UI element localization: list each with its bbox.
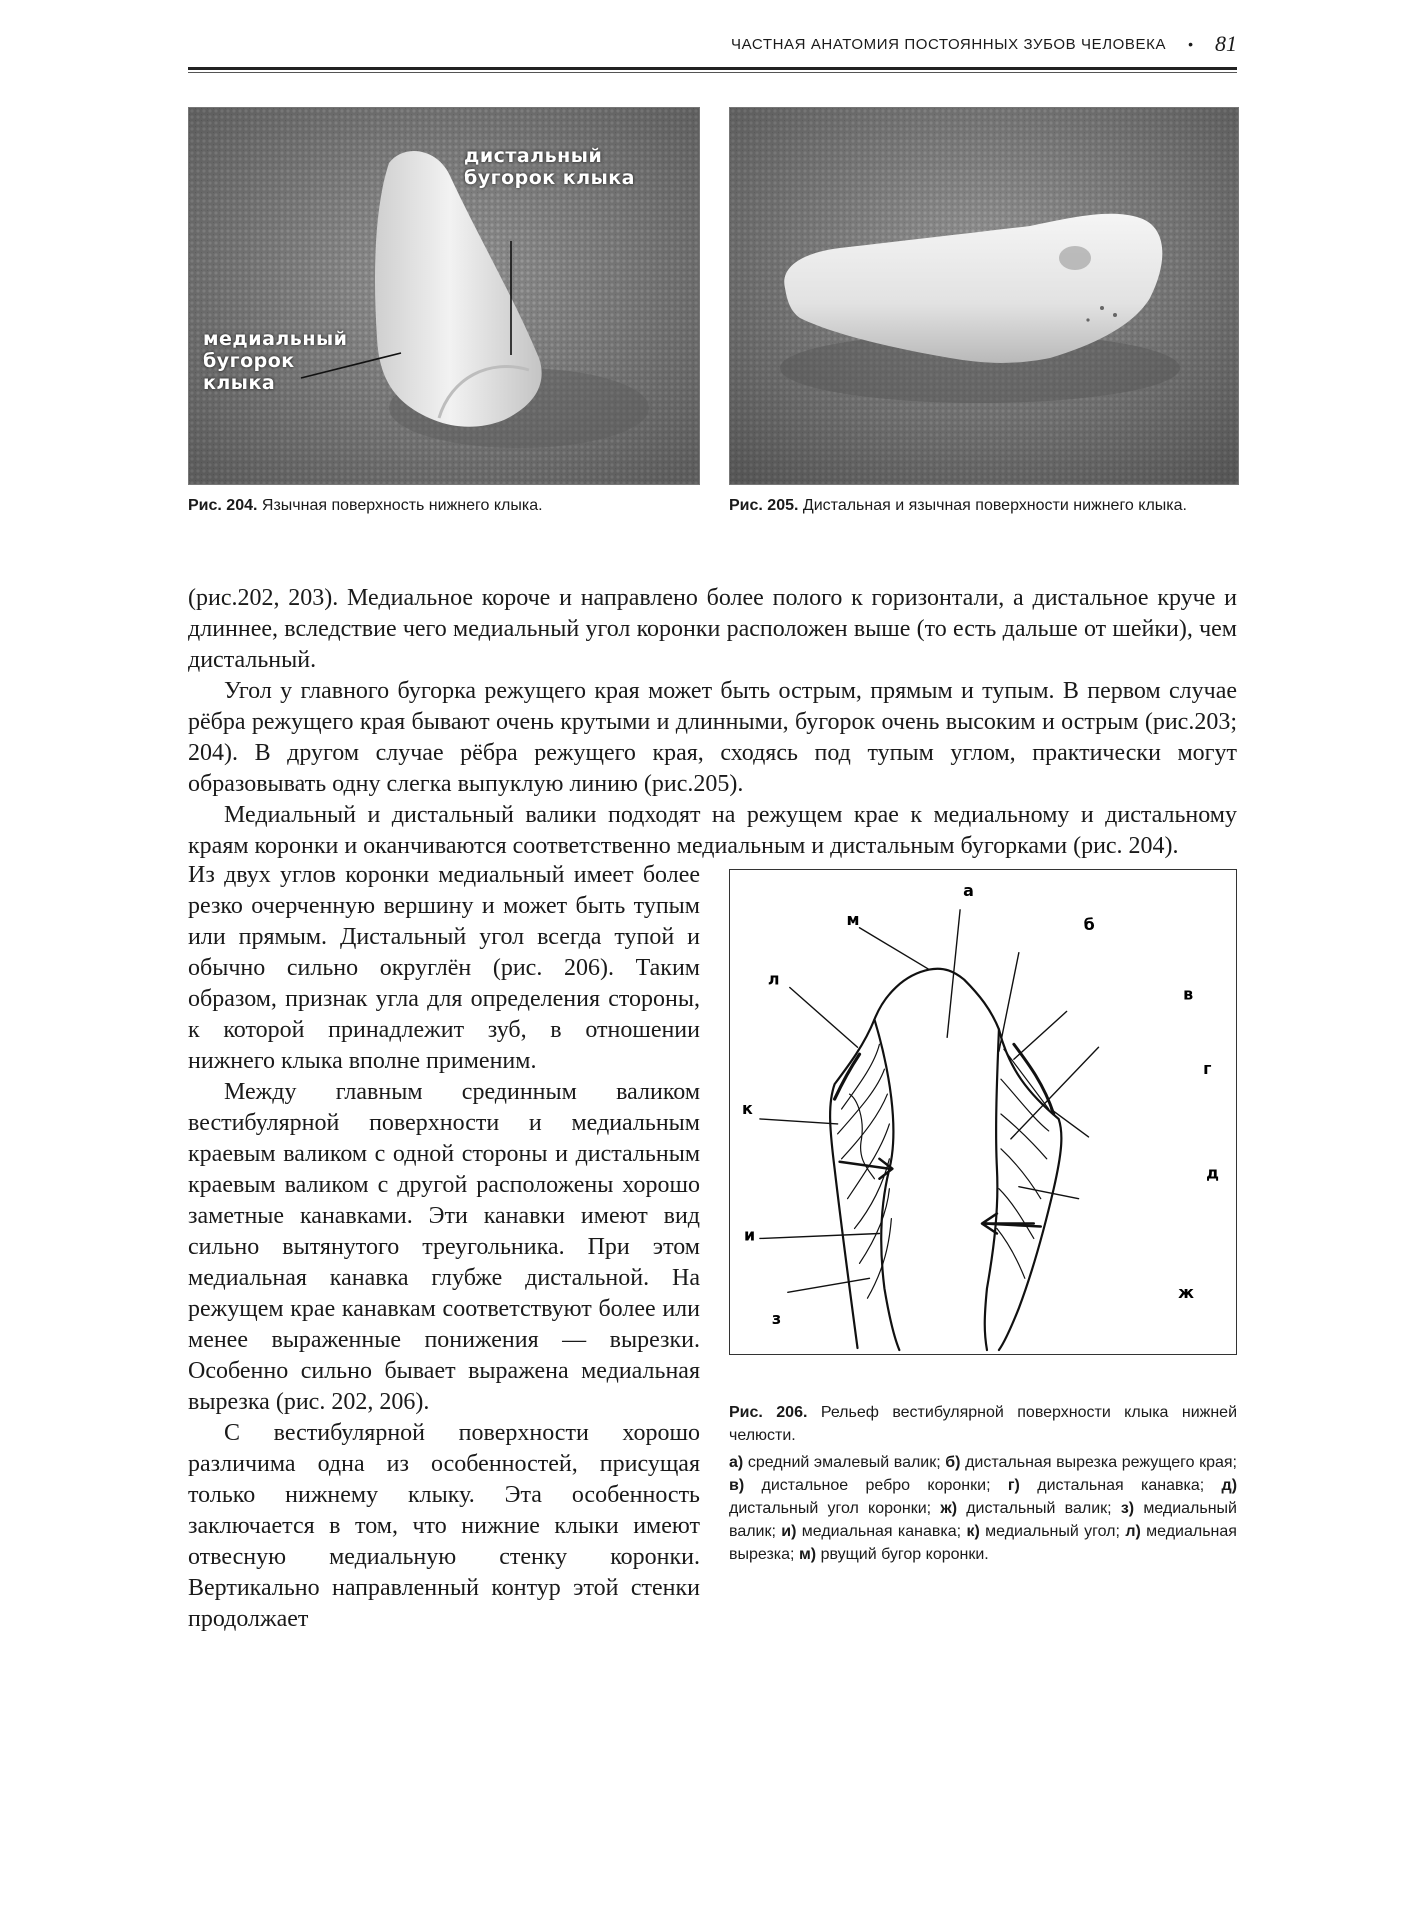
legend-key-k: к) [966,1523,980,1540]
legend-key-l: л) [1125,1523,1141,1540]
label-medial-cusp: медиальный бугорок клыка [203,328,348,394]
caption-206-title: Рельеф вестибулярной поверхности клыка нижней челюсти. [729,1404,1238,1444]
caption-204-text: Язычная поверхность нижнего клыка. [261,497,543,514]
letter-b: б [1083,914,1095,934]
figure-205-caption [729,495,1237,517]
letter-m: м [846,909,860,929]
legend-key-m: м) [798,1546,817,1563]
legend-key-g: г) [1007,1477,1020,1494]
paragraph-3: Медиальный и дистальный валики подходят на режущем крае к медиальному и дистальному краям коронки и оканчиваются соответственно медиальным и дистальным бугорками (рис. 204). [188,802,1237,859]
header-bullet: • [1188,36,1193,52]
tooth-distal-photo [730,108,1238,484]
legend-text-m: рвущий бугор коронки. [820,1546,989,1563]
paragraph-5: Между главным срединным валиком вестибулярной поверхности и медиальным краевым валиком с одной стороны и дистальным краевым валиком с другой расположены хорошо заметные канавками. Эти канавки имеют вид сильно вытянутого треугольника. При этом медиальная канавка глубже дистальной. На режущем крае канавкам соответствуют более или менее выраженные понижения — вырезки. Особенно сильно бывает выражена медиальная вырезка (рис. 202, 206). [188,1079,700,1415]
figure-206-caption [729,1401,1237,1566]
legend-text-g: дистальная канавка; [1037,1477,1205,1494]
letter-g: г [1203,1059,1212,1079]
figure-204-caption [188,495,703,517]
legend-text-a: средний эмалевый валик; [747,1454,941,1471]
figure-206-drawing [729,869,1237,1355]
caption-205-number: Рис. 205. [729,497,799,514]
paragraph-2: Угол у главного бугорка режущего края может быть острым, прямым и тупым. В первом случае рёбра режущего края бывают очень крутыми и длинными, бугорок очень высоким и острым (рис.203; 204). В другом случае рёбра режущего края, сходясь под тупым углом, практически могут образовывать одну слегка выпуклую линию (рис.205). [188,678,1237,797]
figure-204-photo [188,107,700,485]
legend-key-a: а) [729,1454,744,1471]
caption-206-number: Рис. 206. [729,1404,808,1421]
letter-z: з [771,1309,782,1329]
legend-key-z: з) [1120,1500,1135,1517]
caption-204-number: Рис. 204. [188,497,258,514]
legend-key-b: б) [945,1454,961,1471]
legend-key-i: и) [781,1523,797,1540]
legend-text-z: медиальный валик; [729,1500,1237,1540]
caption-206-legend [729,1451,1237,1566]
paragraph-1: (рис.202, 203). Медиальное короче и направлено более полого к горизонтали, а дистальное круче и длиннее, вследствие чего медиальный угол коронки расположен выше (то есть дальше от шейки), чем дистальный. [188,585,1237,673]
body-text-full-width [188,583,1237,862]
running-header [188,24,1237,64]
label-distal-cusp: дистальный бугорок клыка [464,145,636,189]
page-number: 81 [1215,31,1237,56]
letter-a: а [963,880,974,900]
letter-v: в [1183,984,1194,1004]
header-rule-thin [188,72,1237,73]
header-rule [188,67,1237,70]
caption-205-text: Дистальная и язычная поверхности нижнего клыка. [802,497,1187,514]
canine-relief-diagram [730,870,1236,1354]
letter-k: к [741,1098,753,1118]
running-title: ЧАСТНАЯ АНАТОМИЯ ПОСТОЯННЫХ ЗУБОВ ЧЕЛОВЕКА [731,35,1167,53]
body-text-column [188,860,700,1635]
legend-text-i: медиальная канавка; [801,1523,962,1540]
legend-text-b: дистальная вырезка режущего края; [965,1454,1237,1471]
legend-text-v: дистальное ребро коронки; [761,1477,991,1494]
legend-text-d: дистальный угол коронки; [729,1500,932,1517]
legend-text-zh: дистальный валик; [966,1500,1112,1517]
legend-key-zh: ж) [940,1500,958,1517]
letter-zh: ж [1178,1283,1195,1303]
letter-i: и [743,1225,756,1245]
legend-text-l: медиальная вырезка; [729,1523,1237,1563]
legend-key-d: д) [1221,1477,1238,1494]
paragraph-4: Из двух углов коронки медиальный имеет более резко очерченную вершину и может быть тупым или прямым. Дистальный угол всегда тупой и обычно сильно округлён (рис. 206). Таким образом, признак угла для определения стороны, к которой принадлежит зуб, в отношении нижнего клыка вполне применим. [188,862,700,1074]
letter-l: л [767,969,780,989]
caption-206-title-line [729,1401,1237,1447]
legend-key-v: в) [729,1477,745,1494]
legend-text-k: медиальный угол; [985,1523,1120,1540]
letter-d: д [1206,1163,1219,1183]
paragraph-6: С вестибулярной поверхности хорошо различима одна из особенностей, присущая только нижнему клыку. Эта особенность заключается в том, что нижние клыки имеют отвесную медиальную стенку коронки. Вертикально направленный контур этой стенки продолжает [188,1420,700,1632]
figure-205-photo [729,107,1239,485]
